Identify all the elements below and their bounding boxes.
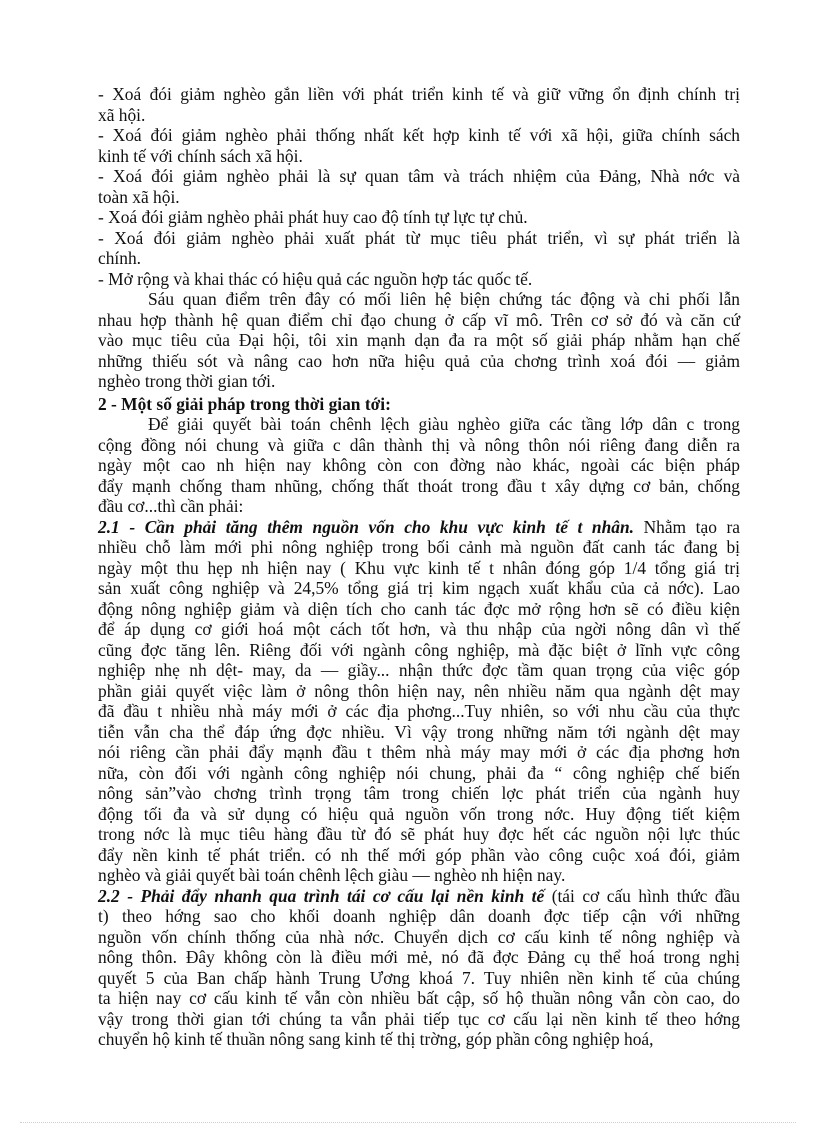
text-line: ngày một cao nh hiện nay không còn con đờng nào khác, ngoài các biện pháp [98,455,740,475]
text-line: đẩy nền kinh tế phát triển. có nh thế mới góp phần vào công cuộc xoá đói, giảm [98,844,740,865]
text-line: - Mở rộng và khai thác có hiệu quả các nguồn hợp tác quốc tế. [98,268,533,289]
text-line: trong nớc là mục tiêu hàng đầu từ đó sẽ phát huy đợc hết các nguồn nội lực thúc [98,824,740,844]
text-line: toàn xã hội. [98,186,180,207]
text-line: động tối đa và sử dụng có hiệu quả nguồn vốn trong nớc. Huy động tiết kiệm [98,803,740,824]
text-line: quyết 5 của Ban chấp hành Trung Ương khoá 7. Tuy nhiên nền kinh tế của chúng [98,967,740,988]
text-line: kinh tế với chính sách xã hội. [98,145,303,166]
text-line: xã hội. [98,104,146,125]
document-page [98,84,740,1050]
text-line: nói riêng cần phải đẩy mạnh đầu t thêm nhà máy may mới ở các địa phơng hơn [98,742,740,762]
text-run: (tái cơ cấu hình thức đầu [551,885,740,906]
text-line: những thiếu sót và nâng cao hơn nữa hiệu quả của chơng trình xoá đói — giảm [98,350,740,371]
text-line: nghiệp nhẹ nh dệt- may, da — giầy... nhận thức đợc tầm quan trọng của việc góp [98,660,740,680]
text-line: nhau hợp thành hệ quan điểm chỉ đạo chung ở cấp vĩ mô. Trên cơ sở đó và căn cứ [98,309,740,330]
text-line: để áp dụng cơ giới hoá một cách tốt hơn, và thu nhập của ngời nông dân vì thế [98,619,740,639]
text-line: - Xoá đói giảm nghèo phải là sự quan tâm và trách nhiệm của Đảng, Nhà nớc và [98,166,740,186]
text-line: tiễn vẫn cha thể đáp ứng đợc nhiều. Vì vậy trong những năm tới ngành dệt may [98,721,740,742]
text-run: Nhằm tạo ra [643,516,740,537]
text-line: cộng đồng nói chung và giữa c dân thành thị và nông thôn nói riêng đang diễn ra [98,434,740,455]
subheading-2-2: 2.2 - Phải đẩy nhanh qua trình tái cơ cấu lại nền kinh tế [98,885,545,906]
text-line: - Xoá đói giảm nghèo phải thống nhất kết hợp kinh tế với xã hội, giữa chính sách [98,125,740,145]
text-line: vào mục tiêu của Đại hội, tôi xin mạnh dạn đa ra một số giải pháp nhằm hạn chế [98,330,740,350]
text-line: - Xoá đói giảm nghèo gắn liền với phát triển kinh tế và giữ vững ổn định chính trị [98,84,740,104]
text-line: phần giải quyết việc làm ở nông thôn hiện nay, nên nhiều năm qua ngành dệt may [98,680,740,701]
text-line: nữa, còn đối với ngành công nghiệp nói chung, phải đa “ công nghiệp chế biến [98,762,740,783]
text-line: nhiều chỗ làm mới phi nông nghiệp trong bối cảnh mà nguồn đất canh tác đang bị [98,537,740,557]
text-line: nghèo và giải quyết bài toán chênh lệch giàu — nghèo nh hiện nay. [98,865,566,885]
subheading-2-1: 2.1 - Cần phải tăng thêm nguồn vốn cho khu vực kinh tế t nhân. [98,516,634,537]
text-line: vậy trong thời gian tới chúng ta vẫn phải tiếp tục cơ cấu lại nền kinh tế theo hớng [98,1008,740,1029]
text-line: cũng đợc tăng lên. Riêng đối với ngành công nghiệp, mà đặc biệt ở lĩnh vực công [98,639,740,660]
text-line: động nông nghiệp giảm và diện tích cho canh tác đợc mở rộng hơn sẽ có điều kiện [98,598,740,619]
text-line [98,886,740,907]
text-line: đẩy mạnh chống tham nhũng, chống thất thoát trong đầu t xây dựng cơ bản, chống [98,475,740,496]
text-line: nông sản”vào chơng trình trọng tâm trong chiến lợc phát triển của ngành huy [98,783,740,803]
text-line: chuyển hộ kinh tế thuần nông sang kinh tế thị trờng, góp phần công nghiệp hoá, [98,1029,654,1049]
text-line: đầu cơ...thì cần phải: [98,496,244,516]
text-line: nguồn vốn chính thống của nhà nớc. Chuyển dịch cơ cấu kinh tế nông nghiệp và [98,926,740,947]
text-line: ta hiện nay cơ cấu kinh tế vẫn còn nhiều bất cập, số hộ thuần nông vẫn còn cao, do [98,988,740,1008]
text-line: - Xoá đói giảm nghèo phải xuất phát từ mục tiêu phát triển, vì sự phát triển là [98,227,740,248]
text-line: Để giải quyết bài toán chênh lệch giàu nghèo giữa các tầng lớp dân c trong [148,414,740,434]
text-line: nghèo trong thời gian tới. [98,371,276,391]
text-line: chính. [98,248,141,268]
text-line: nông thôn. Đây không còn là điều mới mẻ, nó đã đợc Đảng cụ thể hoá trong nghị [98,947,740,967]
text-line: t) theo hớng sao cho khối doanh nghiệp dân doanh đợc tiếp cận với những [98,906,740,926]
text-line: - Xoá đói giảm nghèo phải phát huy cao độ tính tự lực tự chủ. [98,207,528,227]
text-line: ngày một thu hẹp nh hiện nay ( Khu vực kinh tế t nhân đóng góp 1/4 tổng giá trị [98,557,740,578]
text-line: sản xuất công nghiệp và 24,5% tổng giá trị kim ngạch xuất khẩu của cả nớc). Lao [98,578,740,598]
text-line [98,517,740,538]
text-line: đã đầu t nhiều nhà máy mới ở các địa phơng...Tuy nhiên, so với nhu cầu của thực [98,701,740,721]
text-line: Sáu quan điểm trên đây có mối liên hệ biện chứng tác động và chi phối lẫn [148,289,740,309]
section-heading: 2 - Một số giải pháp trong thời gian tới: [98,393,391,414]
